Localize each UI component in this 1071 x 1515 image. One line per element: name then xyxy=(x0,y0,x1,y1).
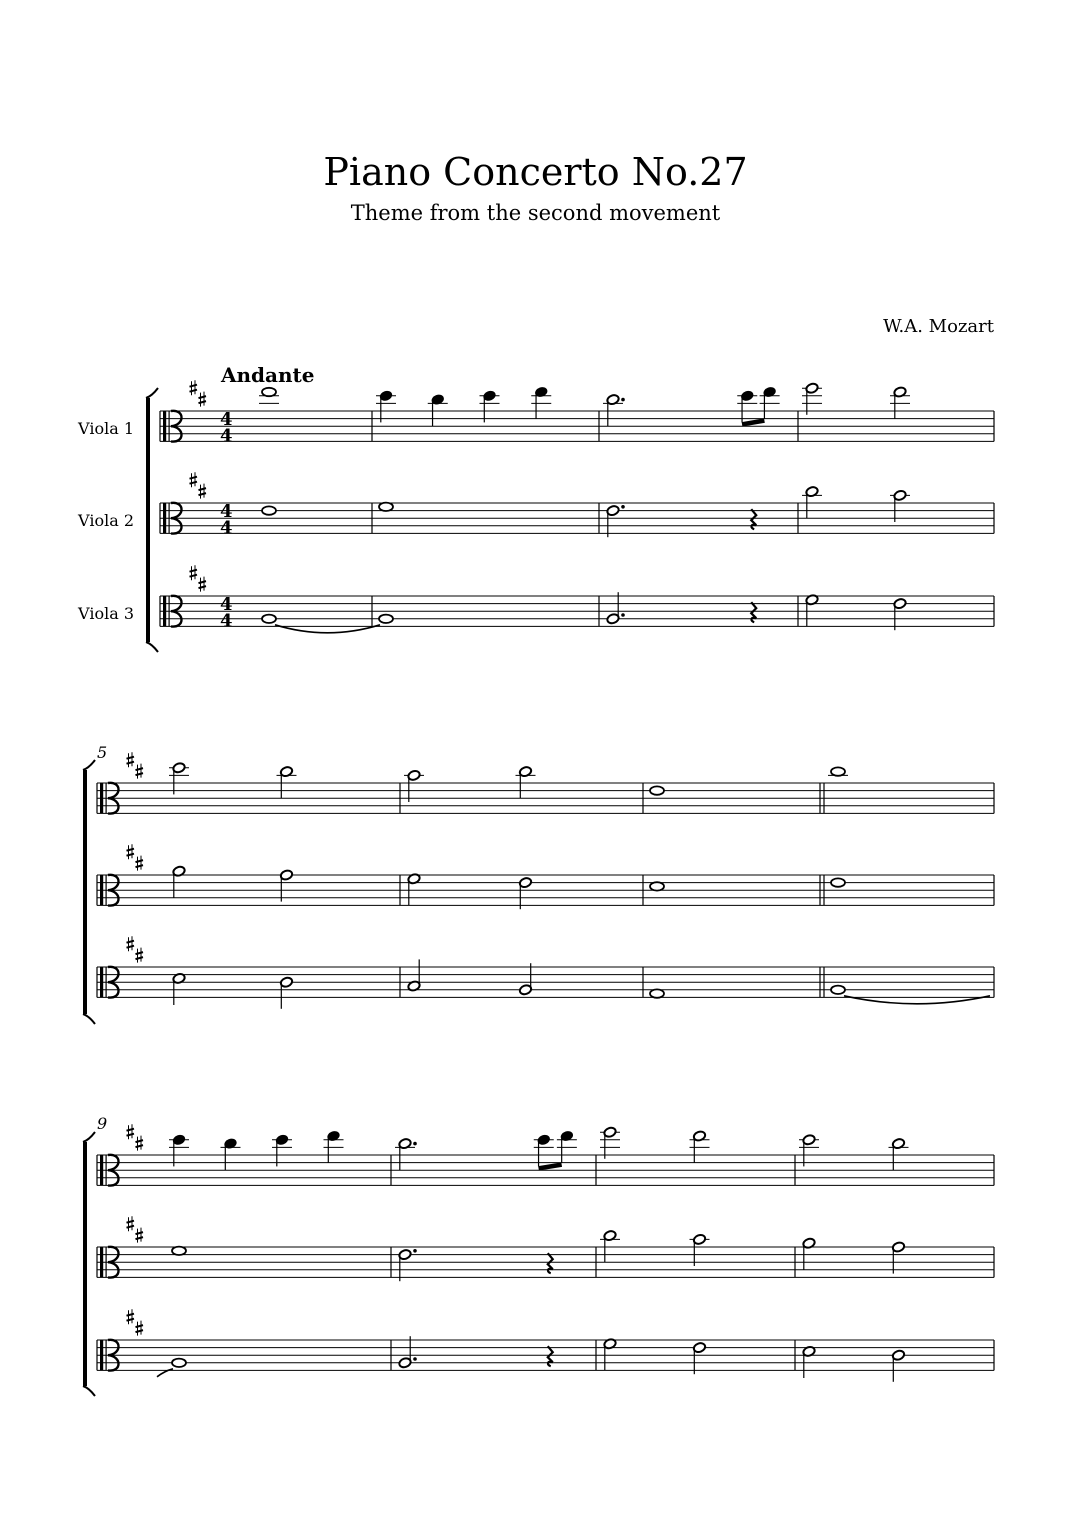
alto-clef-thin-bar xyxy=(106,1340,107,1370)
note-head xyxy=(650,786,664,794)
sharp-accidental xyxy=(136,860,144,862)
bracket-top-hook xyxy=(146,388,158,398)
note-head xyxy=(172,1247,186,1255)
note-head xyxy=(262,506,276,514)
measure-number-5: 5 xyxy=(97,743,108,762)
eighth-beam xyxy=(742,421,764,425)
sharp-accidental xyxy=(199,396,207,398)
sharp-accidental xyxy=(136,768,144,770)
sharp-accidental xyxy=(127,1314,135,1316)
sharp-accidental xyxy=(136,865,144,867)
sharp-accidental xyxy=(136,1330,144,1332)
bracket-top-hook xyxy=(83,1132,95,1142)
sharp-accidental xyxy=(136,957,144,959)
sharp-accidental xyxy=(136,1232,144,1234)
alto-clef-thick-bar xyxy=(100,967,103,997)
note-head xyxy=(831,767,845,775)
augmentation-dot xyxy=(413,1249,417,1253)
measure-number-9: 9 xyxy=(97,1114,108,1133)
eighth-beam xyxy=(539,1165,562,1169)
augmentation-dot xyxy=(413,1142,417,1146)
instrument-label-viola-2: Viola 2 xyxy=(78,511,134,530)
note-head xyxy=(379,615,393,623)
sharp-accidental xyxy=(127,1129,135,1131)
sharp-accidental xyxy=(199,581,207,583)
note-head xyxy=(262,388,276,396)
alto-clef-thin-bar xyxy=(169,596,170,626)
note-head xyxy=(650,882,664,890)
alto-clef-thick-bar xyxy=(100,875,103,905)
sharp-accidental xyxy=(127,1134,135,1136)
alto-clef-thick-bar xyxy=(100,1247,103,1277)
sharp-accidental xyxy=(190,482,198,484)
alto-clef-thin-bar xyxy=(169,411,170,441)
alto-clef-thick-bar xyxy=(163,596,166,626)
note-head xyxy=(831,986,845,994)
sharp-accidental xyxy=(136,773,144,775)
alto-clef-thick-bar xyxy=(100,783,103,813)
note-head xyxy=(379,503,393,511)
bracket-top-hook xyxy=(83,760,95,770)
sharp-accidental xyxy=(127,757,135,759)
alto-clef-thin-bar xyxy=(169,503,170,533)
augmentation-dot xyxy=(621,505,625,509)
sharp-accidental xyxy=(127,762,135,764)
alto-clef-thick-bar xyxy=(100,1155,103,1185)
sharp-accidental xyxy=(190,575,198,577)
bracket-bottom-hook xyxy=(146,642,158,652)
augmentation-dot xyxy=(621,613,625,617)
note-head xyxy=(650,989,664,997)
bracket-bottom-hook xyxy=(83,1014,95,1024)
sharp-accidental xyxy=(136,1325,144,1327)
sharp-accidental xyxy=(127,941,135,943)
sharp-accidental xyxy=(190,385,198,387)
piece-title: Piano Concerto No.27 xyxy=(323,150,748,194)
tempo-marking: Andante xyxy=(221,363,315,387)
sharp-accidental xyxy=(127,946,135,948)
note-head xyxy=(262,615,276,623)
sharp-accidental xyxy=(190,390,198,392)
sharp-accidental xyxy=(199,488,207,490)
sharp-accidental xyxy=(190,570,198,572)
alto-clef-thick-bar xyxy=(163,503,166,533)
instrument-label-viola-3: Viola 3 xyxy=(78,604,134,623)
composer-name: W.A. Mozart xyxy=(883,316,994,337)
sharp-accidental xyxy=(199,493,207,495)
sharp-accidental xyxy=(127,1226,135,1228)
piece-subtitle: Theme from the second movement xyxy=(350,201,721,225)
time-signature-numerator: 4 xyxy=(220,501,233,523)
time-signature-denominator: 4 xyxy=(220,610,233,632)
sharp-accidental xyxy=(127,1221,135,1223)
augmentation-dot xyxy=(413,1357,417,1361)
sharp-accidental xyxy=(127,1319,135,1321)
sharp-accidental xyxy=(199,586,207,588)
sharp-accidental xyxy=(199,401,207,403)
alto-clef-thin-bar xyxy=(106,875,107,905)
note-head xyxy=(172,1359,186,1367)
system-bracket xyxy=(83,1142,87,1386)
augmentation-dot xyxy=(621,398,625,402)
time-signature-denominator: 4 xyxy=(220,425,233,447)
sharp-accidental xyxy=(136,1140,144,1142)
system-bracket xyxy=(146,398,150,642)
sharp-accidental xyxy=(127,849,135,851)
alto-clef-thin-bar xyxy=(106,1155,107,1185)
alto-clef-thin-bar xyxy=(106,967,107,997)
alto-clef-thick-bar xyxy=(163,411,166,441)
bracket-bottom-hook xyxy=(83,1386,95,1396)
time-signature-numerator: 4 xyxy=(220,594,233,616)
sharp-accidental xyxy=(127,854,135,856)
alto-clef-thick-bar xyxy=(100,1340,103,1370)
alto-clef-thin-bar xyxy=(106,783,107,813)
sharp-accidental xyxy=(136,1237,144,1239)
instrument-label-viola-1: Viola 1 xyxy=(78,419,134,438)
time-signature-denominator: 4 xyxy=(220,517,233,539)
note-head xyxy=(831,878,845,886)
time-signature-numerator: 4 xyxy=(220,409,233,431)
sharp-accidental xyxy=(190,477,198,479)
system-bracket xyxy=(83,770,87,1014)
sharp-accidental xyxy=(136,1145,144,1147)
alto-clef-thin-bar xyxy=(106,1247,107,1277)
sharp-accidental xyxy=(136,952,144,954)
